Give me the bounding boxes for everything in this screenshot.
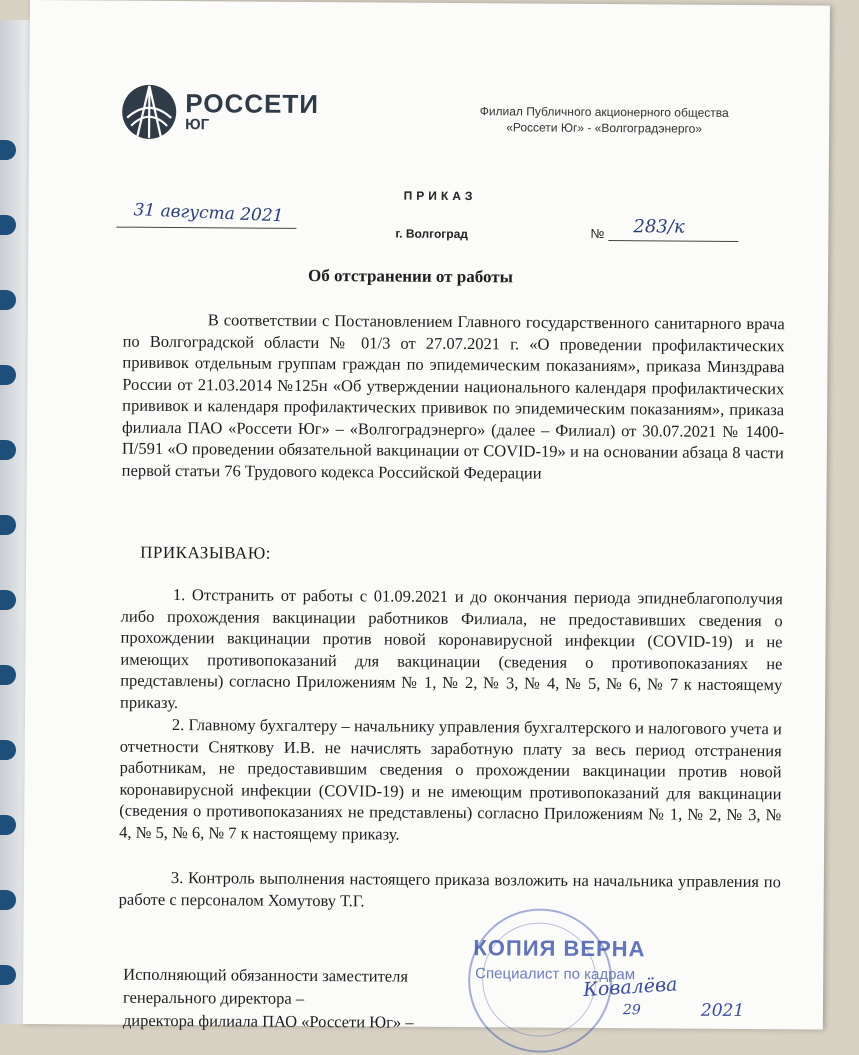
copy-certified-stamp: КОПИЯ ВЕРНА [473, 935, 645, 962]
order-item-1: 1. Отстранить от работы с 01.09.2021 и до окончания периода эпиднеблагополучия либо прохождения вакцинации работников Филиала, не предоставивших сведения о прохождении вакцинации против новой коронавирусной инфекции (COVID-19) и не имеющих противопоказаний для вакцинации (сведения о противопоказаниях не представлены) согласно Приложениям № 1, № 2, № 3, № 4, № 5, № 6, № 7 к настоящему приказу. [120, 584, 783, 718]
stamp-day: 29 [623, 1002, 641, 1018]
document-page [23, 0, 830, 1030]
stamp-position: Специалист по кадрам [475, 965, 635, 983]
binder-hole [0, 740, 16, 760]
rosseti-logo-icon [121, 84, 177, 140]
org-header [459, 103, 749, 137]
handwritten-date: 31 августа 2021 [133, 200, 284, 226]
org-line-2: «Россети Юг» - «Волгоградэнерго» [459, 119, 749, 137]
number-underline [608, 240, 738, 242]
binder-hole [0, 215, 16, 235]
order-item-3: 3. Контроль выполнения настоящего приказа возложить на начальника управления по работе с персоналом Хомутову Т.Г. [119, 867, 781, 915]
signature-block [123, 963, 483, 1035]
handwritten-number: 283/к [633, 216, 684, 237]
org-line-1: Филиал Публичного акционерного общества [459, 103, 749, 121]
signatory-line-1: Исполняющий обязанности заместителя [123, 963, 483, 989]
binder-hole [0, 440, 16, 460]
order-title: ПРИКАЗ [404, 189, 477, 204]
order-city: г. Волгоград [395, 227, 468, 242]
binder-hole [0, 815, 16, 835]
binder-hole [0, 890, 16, 910]
stamp-year: 2021 [701, 1001, 744, 1021]
logo-sub: ЮГ [185, 116, 319, 135]
company-logo [121, 84, 319, 141]
stamp-signature: Ковалёва [583, 973, 678, 1001]
intro-paragraph: В соответствии с Постановлением Главного государственного санитарного врача по Волгоградской области № 01/3 от 27.07.2021 г. «О проведении профилактических прививок отдельным группам граждан по эпидемическим показаниям», приказа Минздрава России от 21.03.2014 №125н «Об утверждении национального календаря профилактических прививок и календаря профилактических прививок по эпидемическим показаниям», приказа филиала ПАО «Россети Юг» – «Волгоградэнерго» (далее – Филиал) от 30.07.2021 № 1400-П/591 «О проведении обязательной вакцинации от COVID-19» и на основании абзаца 8 части первой статьи 76 Трудового кодекса Российской Федерации [122, 309, 785, 486]
signatory-line-3: директора филиала ПАО «Россети Юг» – [123, 1009, 483, 1035]
order-number-label: № [590, 226, 604, 241]
binder-hole [0, 665, 16, 685]
logo-name: РОССЕТИ [185, 90, 319, 117]
binder-hole [0, 365, 16, 385]
date-underline [116, 227, 296, 229]
binder-hole [0, 290, 16, 310]
binder-hole [0, 590, 16, 610]
order-subject: Об отстранении от работы [308, 266, 513, 287]
signatory-line-2: генерального директора – [123, 986, 483, 1012]
binder-hole [0, 140, 16, 160]
binder-hole [0, 965, 16, 985]
binder-hole [0, 515, 16, 535]
command-heading: ПРИКАЗЫВАЮ: [140, 543, 271, 564]
order-item-2: 2. Главному бухгалтеру – начальнику управления бухгалтерского и налогового учета и отчетности Сняткову И.В. не начислять заработную плату за весь период отстранения работникам, не предоставившим сведения о прохождении вакцинации против новой коронавирусной инфекции (COVID-19) и не имеющим противопоказаний для вакцинации (сведения о противопоказаниях не представлены) согласно Приложениям № 1, № 2, № 3, № 4, № 5, № 6, № 7 к настоящему приказу. [119, 714, 782, 848]
